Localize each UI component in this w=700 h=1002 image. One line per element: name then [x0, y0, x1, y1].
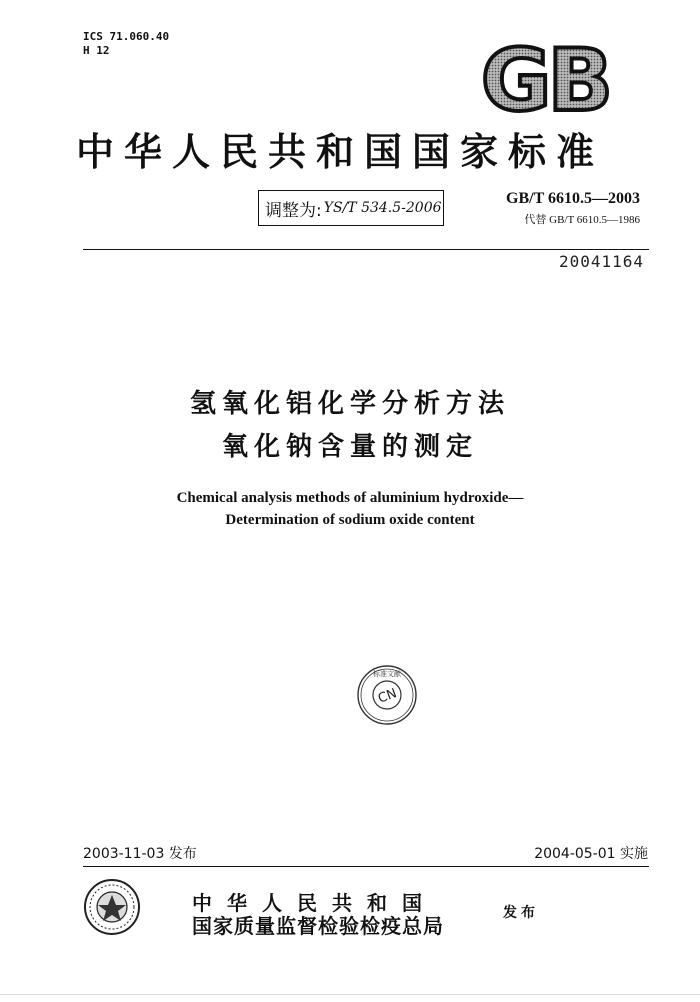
- title-cn-line-1: 氢氧化铝化学分析方法: [189, 389, 510, 419]
- implementation-date: 2004-05-01 实施: [534, 846, 648, 862]
- library-seal: [356, 664, 418, 726]
- classification-block: [83, 30, 169, 58]
- issue-date: 2003-11-03 发布: [83, 846, 197, 862]
- issuer-line-1: 中华人民共和国: [192, 891, 437, 915]
- standard-number-block: [506, 190, 640, 227]
- issued-by-label: 发布: [503, 905, 539, 921]
- gb-logo: [470, 40, 620, 118]
- page-edge: [0, 994, 700, 995]
- adjustment-note: [258, 190, 444, 226]
- title-cn-line-2: 氧化钠含量的测定: [221, 432, 478, 462]
- standard-number: GB/T 6610.5—2003: [506, 190, 640, 207]
- issuer-line-2: 国家质量监督检验检疫总局: [192, 914, 444, 938]
- seal-ring-text: 标准文献: [373, 670, 401, 678]
- stamp-number: 20041164: [558, 252, 644, 271]
- category-code: H 12: [83, 44, 110, 57]
- title-en-line-2: Determination of sodium oxide content: [225, 512, 475, 528]
- national-standard-title: 中华人民共和国国家标准: [76, 129, 605, 174]
- header-divider: [83, 249, 649, 250]
- aqsiq-emblem: [83, 878, 141, 936]
- ics-code: ICS 71.060.40: [83, 30, 170, 43]
- adjustment-label: 调整为:: [265, 200, 322, 221]
- gb-logo-text: GB: [480, 40, 610, 118]
- replaces-note: 代替 GB/T 6610.5—1986: [524, 214, 640, 226]
- adjustment-value: YS/T 534.5-2006: [323, 200, 442, 216]
- seal-center-text: CN: [376, 686, 399, 707]
- footer-divider: [83, 866, 649, 867]
- title-en-line-1: Chemical analysis methods of aluminium hydroxide—: [176, 490, 524, 506]
